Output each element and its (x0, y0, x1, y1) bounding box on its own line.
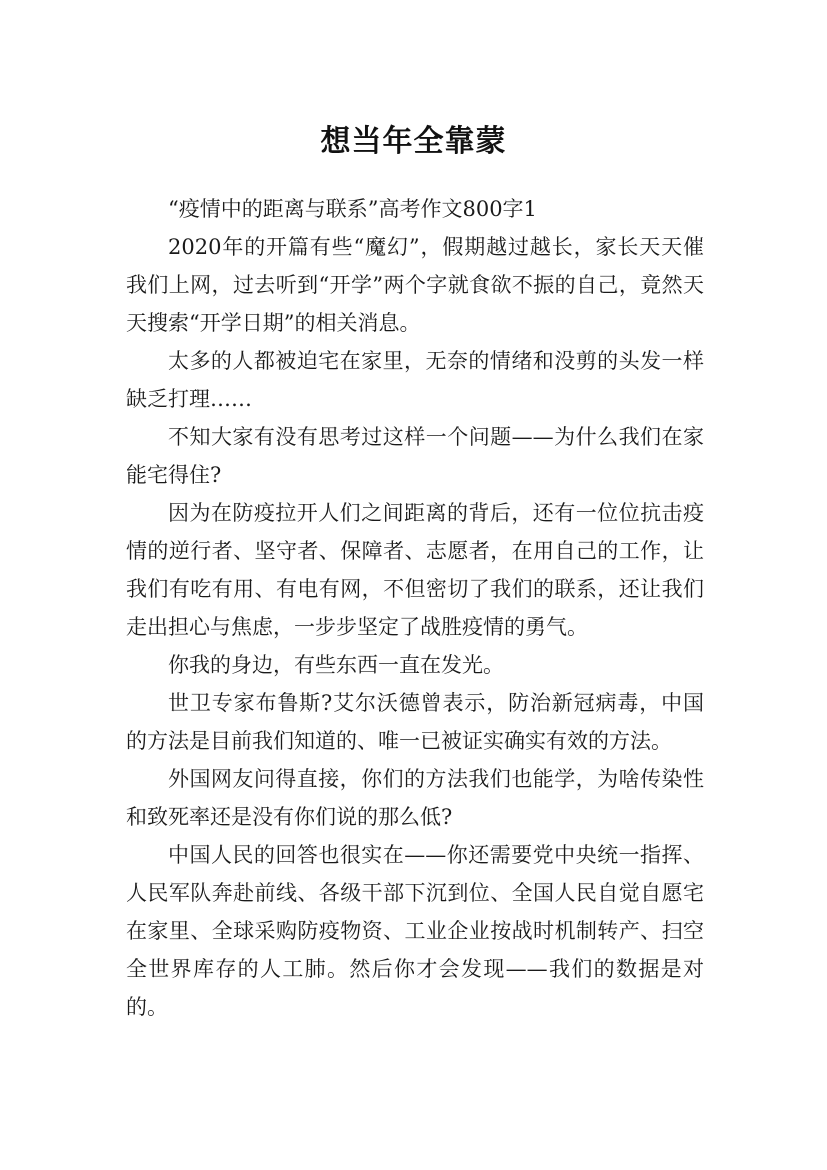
paragraph: 外国网友问得直接，你们的方法我们也能学，为啥传染性和致死率还是没有你们说的那么低? (126, 767, 704, 829)
essay-subtitle: “疫情中的距离与联系”高考作文800字1 (168, 197, 537, 221)
paragraph: 世卫专家布鲁斯?艾尔沃德曾表示，防治新冠病毒，中国的方法是目前我们知道的、唯一已被证实确实有效的方法。 (126, 691, 704, 753)
paragraph: 你我的身边，有些东西一直在发光。 (168, 653, 504, 677)
paragraph: 不知大家有没有思考过这样一个问题——为什么我们在家能宅得住? (126, 425, 704, 487)
paragraph: 太多的人都被迫宅在家里，无奈的情绪和没剪的头发一样缺乏打理…… (126, 349, 704, 411)
paragraph: 中国人民的回答也很实在——你还需要党中央统一指挥、人民军队奔赴前线、各级干部下沉到位、全国人民自觉自愿宅在家里、全球采购防疫物资、工业企业按战时机制转产、扫空全世界库存的人工肺。然后你才会发现——我们的数据是对的。 (126, 843, 704, 1019)
document-title: 想当年全靠蒙 (320, 124, 507, 160)
paragraph: 2020年的开篇有些“魔幻”，假期越过越长，家长天天催我们上网，过去听到“开学”两个字就食欲不振的自己，竟然天天搜索“开学日期”的相关消息。 (126, 235, 704, 335)
paragraph: 因为在防疫拉开人们之间距离的背后，还有一位位抗击疫情的逆行者、坚守者、保障者、志愿者，在用自己的工作，让我们有吃有用、有电有网，不但密切了我们的联系，还让我们走出担心与焦虑，一步步坚定了战胜疫情的勇气。 (126, 501, 704, 639)
document-body (126, 190, 704, 1026)
